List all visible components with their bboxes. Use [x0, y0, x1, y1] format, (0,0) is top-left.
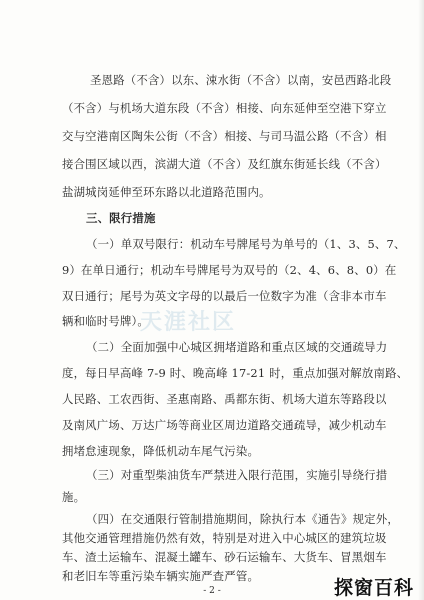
body-line: （不含）与机场大道东段（不含）相接、向东延伸至空港下穿立: [62, 101, 387, 115]
body-line: 交与空港南区陶朱公街（不含）相接、与司马温公路（不含）相: [62, 129, 387, 143]
body-line: （三）对重型柴油货车严禁进入限行范围，实施引导绕行措: [86, 468, 388, 482]
body-line: 度，每日早高峰 7-9 时、晚高峰 17-21 时，重点加强对解放南路、: [62, 366, 409, 380]
body-line: 接合围区域以西，滨湖大道（不含）及红旗东街延长线（不含）: [62, 157, 387, 171]
page-number: - 2 -: [203, 586, 221, 596]
brand-watermark: 探窗百科: [333, 577, 414, 599]
body-line: 圣恩路（不含）以东、涑水街（不含）以南，安邑西路北段: [90, 73, 392, 87]
body-line: 施。: [62, 490, 86, 504]
body-line: 拥堵怠速现象，降低机动车尾气污染。: [62, 444, 260, 458]
body-line: 辆和临时号牌）。: [62, 314, 150, 328]
body-line: 和老旧车等重污染车辆实施严查严管。: [62, 569, 260, 583]
body-line: 及南风广场、万达广场等商业区周边道路交通疏导，减少机动车: [62, 418, 387, 432]
body-line: （二）全面加强中心城区拥堵道路和重点区域的交通疏导力: [86, 340, 388, 354]
body-line: 双日通行；尾号为英文字母的以最后一位数字为准（含非本市车: [62, 289, 387, 303]
body-line: 人民路、工农西街、圣惠南路、禹都东街、机场大道东等路段以: [62, 392, 387, 406]
section-heading: 三、限行措施: [86, 211, 156, 225]
body-line: 9）在单日通行；机动车号牌尾号为双号的（2、4、6、8、0）在: [62, 263, 397, 277]
body-line: （一）单双号限行：机动车号牌尾号为单号的（1、3、5、7、: [86, 237, 406, 251]
page-edge-shadow: [418, 0, 424, 600]
body-line: 盐湖城岗延伸至环东路以北道路范围内。: [62, 185, 271, 199]
body-line: 车、渣土运输车、混凝土罐车、砂石运输车、大货车、冒黑烟车: [62, 550, 387, 564]
body-line: （四）在交通限行管制措施期间，除执行本《通告》规定外，: [86, 512, 399, 526]
body-line: 其他交通管理措施仍然有效，特别是对进入中心城区的建筑垃圾: [62, 531, 387, 545]
watermark: 天涯社区: [140, 310, 237, 335]
